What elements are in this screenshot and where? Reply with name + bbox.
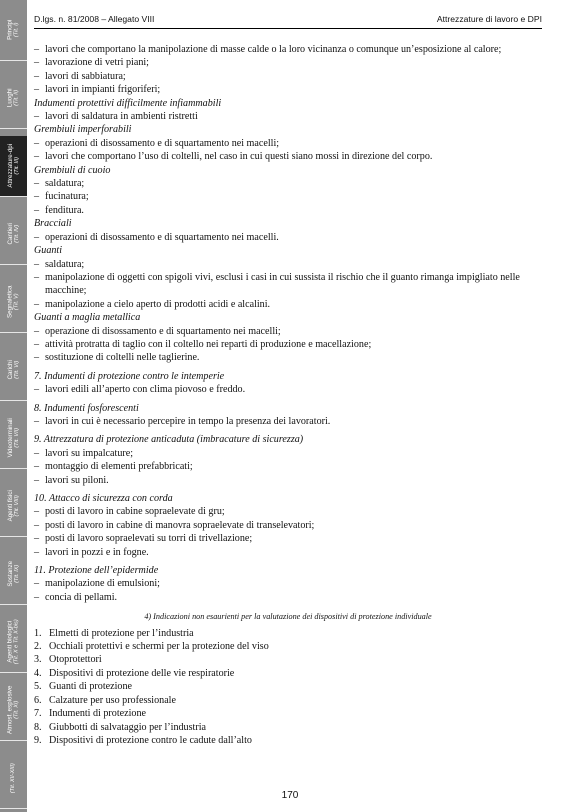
- sidebar-tabs: [0, 0, 27, 812]
- tab-segnaletica[interactable]: Segnaletica (Tit. V): [0, 272, 27, 333]
- list-item: – manipolazione di emulsioni;: [34, 578, 160, 590]
- tab-attrezzature-dpi[interactable]: Attrezzature-dpi (Tit. III): [0, 136, 27, 197]
- list-item: – manipolazione di oggetti con spigoli vivi, esclusi i casi in cui sussista il rischio che il guanto rimanga impigliato nelle macchine;: [34, 271, 520, 297]
- header-right: Attrezzature di lavoro e DPI: [436, 14, 542, 24]
- tab-principi[interactable]: Principi (Tit. I): [0, 0, 27, 61]
- list-item: – operazioni di disossamento e di squartamento nei macelli;: [34, 137, 280, 149]
- tab-videoterminali[interactable]: Videoterminali (Tit. VII): [0, 408, 27, 469]
- list-item: – posti di lavoro in cabine sopraelevate di gru;: [34, 506, 225, 518]
- list-item: – concia di pellami.: [34, 591, 118, 603]
- numbered-item: 8. Giubbotti di salvataggio per l’industria: [34, 721, 206, 733]
- tab-agenti-biologici[interactable]: Agenti biologici (Tit. X e Tit. X-bis): [0, 612, 27, 673]
- list-item: – lavori edili all’aperto con clima piovoso e freddo.: [34, 384, 246, 396]
- list-item: – lavorazione di vetri piani;: [34, 57, 149, 69]
- list-item: – lavori in impianti frigoriferi;: [34, 84, 161, 96]
- subheading: Indumenti protettivi difficilmente infiammabili: [34, 97, 222, 109]
- list-item: – lavori in pozzi e in fogne.: [34, 546, 149, 558]
- section-heading: 7. Indumenti di protezione contro le intemperie: [34, 370, 225, 382]
- list-item: – operazioni di disossamento e di squartamento nei macelli.: [34, 231, 279, 243]
- section-heading: 10. Attacco di sicurezza con corda: [34, 493, 173, 504]
- list-item: – lavori che comportano la manipolazione di masse calde o la loro vicinanza o comunque un’esposizione al calore;: [34, 44, 502, 55]
- list-item: – operazione di disossamento e di squartamento nei macelli;: [34, 325, 281, 337]
- tab-sostanze[interactable]: Sostanze (Tit. IX): [0, 544, 27, 605]
- list-item: – sostituzione di coltelli nelle taglierine.: [34, 352, 200, 364]
- list-item: – lavori in cui è necessario percepire in tempo la presenza dei lavoratori.: [34, 415, 331, 427]
- list-item: – attività protratta di taglio con il coltello nei reparti di produzione e macellazione;: [34, 338, 372, 350]
- list-item: – fenditura.: [34, 204, 84, 216]
- list-item: – posti di lavoro sopraelevati su torri di trivellazione;: [34, 533, 253, 545]
- list-item: – lavori di sabbiatura;: [34, 70, 126, 82]
- list-item: – manipolazione a cielo aperto di prodotti acidi e alcalini.: [34, 298, 271, 310]
- section-heading: 11. Protezione dell’epidermide: [34, 565, 159, 577]
- section-heading: 8. Indumenti fosforescenti: [34, 402, 139, 414]
- tab-cantieri[interactable]: Cantieri (Tit. IV): [0, 204, 27, 265]
- numbered-item: 1. Elmetti di protezione per l’industria: [34, 627, 194, 639]
- list-item: – lavori di saldatura in ambienti ristretti: [34, 111, 198, 123]
- tab-carichi[interactable]: Carichi (Tit. VI): [0, 340, 27, 401]
- list-title: 4) Indicazioni non esaurienti per la valutazione dei dispositivi di protezione individuale: [144, 612, 432, 622]
- tab-atmosfere-esplosive[interactable]: Atmosf. esplosive (Tit. XI): [0, 680, 27, 741]
- header-left: D.lgs. n. 81/2008 – Allegato VIII: [34, 14, 155, 24]
- tab-titoli-xii-xiii[interactable]: (Tit. XII-XIII): [0, 748, 27, 809]
- numbered-item: 7. Indumenti di protezione: [34, 708, 146, 720]
- numbered-item: 2. Occhiali protettivi e schermi per la protezione del viso: [34, 641, 269, 653]
- subheading: Grembiuli di cuoio: [34, 164, 111, 176]
- page-number: 170: [281, 790, 299, 801]
- list-item: – lavori su impalcature;: [34, 447, 134, 459]
- numbered-item: 5. Guanti di protezione: [34, 681, 132, 693]
- subheading: Guanti a maglia metallica: [34, 312, 141, 324]
- list-item: – fucinatura;: [34, 191, 89, 203]
- numbered-item: 9. Dispositivi di protezione contro le cadute dall’alto: [34, 734, 252, 746]
- numbered-item: 6. Calzature per uso professionale: [34, 694, 176, 706]
- subheading: Grembiuli imperforabili: [34, 124, 132, 136]
- document-body: [34, 43, 542, 747]
- tab-luoghi[interactable]: Luoghi (Tit. II): [0, 68, 27, 129]
- list-item: – saldatura;: [34, 178, 85, 190]
- list-item: – montaggio di elementi prefabbricati;: [34, 461, 193, 473]
- numbered-item: 3. Otoprotettori: [34, 654, 102, 666]
- subheading: Bracciali: [34, 218, 72, 230]
- tab-agenti-fisici[interactable]: Agenti fisici (Tit. VIII): [0, 476, 27, 537]
- subheading: Guanti: [34, 245, 63, 257]
- numbered-item: 4. Dispositivi di protezione delle vie respiratorie: [34, 667, 235, 679]
- list-item: – saldatura;: [34, 258, 85, 270]
- page-header: [34, 12, 542, 29]
- section-heading: 9. Attrezzatura di protezione anticaduta (imbracature di sicurezza): [34, 434, 304, 446]
- list-item: – lavori che comportano l’uso di coltelli, nel caso in cui questi siano mossi in direzione del corpo.: [34, 151, 433, 163]
- list-item: – posti di lavoro in cabine di manovra sopraelevate di transelevatori;: [34, 519, 315, 531]
- list-item: – lavori su piloni.: [34, 474, 109, 486]
